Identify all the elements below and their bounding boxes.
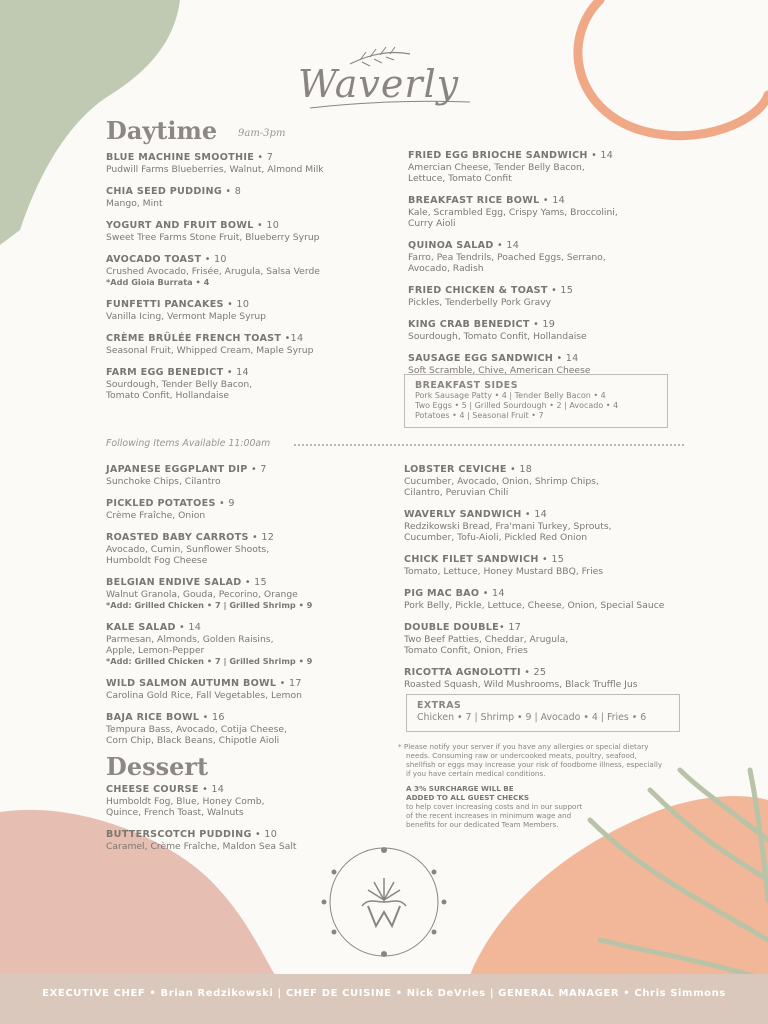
menu-item-description: Pickles, Tenderbelly Pork Gravy [408, 297, 552, 308]
menu-item-description: Parmesan, Almonds, Golden Raisins, [106, 634, 274, 645]
menu-item-description: Caramel, Crème Fraîche, Maldon Sea Salt [106, 841, 297, 852]
menu-item [404, 588, 694, 611]
menu-item-price: • 12 [248, 532, 275, 543]
allergy-note-line: * Please notify your server if you have any allergies or special dietary [398, 742, 649, 751]
menu-item-title: WILD SALMON AUTUMN BOWL [106, 678, 277, 689]
menu-item-price: • 14 [223, 367, 249, 378]
menu-item-description: Sweet Tree Farms Stone Fruit, Blueberry Syrup [106, 232, 320, 243]
menu-item-title: CHIA SEED PUDDING [106, 186, 223, 197]
menu-item-description: Crème Fraîche, Onion [106, 510, 206, 521]
menu-item-title: JAPANESE EGGPLANT DIP [106, 464, 248, 475]
menu-item-price: • 14 [587, 150, 614, 161]
menu-item [404, 554, 694, 577]
menu-item-title: YOGURT AND FRUIT BOWL [106, 220, 254, 231]
menu-item-name [106, 464, 396, 476]
menu-item-description: Cucumber, Tofu-Aioli, Pickled Red Onion [404, 532, 588, 543]
menu-item-description: Pudwill Farms Blueberries, Walnut, Almond Milk [106, 164, 324, 175]
menu-item [404, 464, 694, 498]
breakfast-sides-line: Pork Sausage Patty • 4 | Tender Belly Bacon • 4 [415, 391, 606, 400]
menu-item-description: Sourdough, Tender Belly Bacon, [106, 379, 253, 390]
menu-item-name [404, 509, 694, 521]
menu-item-name [106, 254, 396, 266]
menu-item-name [106, 299, 396, 311]
menu-item [106, 532, 396, 566]
menu-item-title: FUNFETTI PANCAKES [106, 299, 224, 310]
menu-item-name [408, 195, 698, 207]
menu-item-description: Sunchoke Chips, Cilantro [106, 476, 221, 487]
menu-item-description: Redzikowski Bread, Fra'mani Turkey, Sprouts, [404, 521, 612, 532]
menu-item [408, 353, 698, 376]
menu-item-name [106, 784, 396, 796]
menu-item-title: FRIED CHICKEN & TOAST [408, 285, 548, 296]
footer-bar [0, 974, 768, 1024]
menu-item-description: Tomato, Lettuce, Honey Mustard BBQ, Fries [404, 566, 604, 577]
menu-item-name [404, 464, 694, 476]
menu-item-description: Humboldt Fog, Blue, Honey Comb, [106, 796, 265, 807]
menu-item-description: Soft Scramble, Chive, American Cheese [408, 365, 591, 376]
menu-item [106, 577, 396, 611]
menu-item-description: Curry Aioli [408, 218, 456, 229]
menu-item-price: • 10 [251, 829, 278, 840]
menu-item-description: Avocado, Radish [408, 263, 484, 274]
menu-item-name [404, 667, 694, 679]
emblem-icon [312, 842, 456, 962]
menu-item-price: • 14 [521, 509, 548, 520]
breakfast-sides-box [404, 374, 668, 428]
menu-item-price: • 7 [247, 464, 267, 475]
menu-item-name [106, 712, 396, 724]
breakfast-sides-line: Two Eggs • 5 | Grilled Sourdough • 2 | Avocado • 4 [415, 401, 619, 410]
daytime-right-column [408, 150, 698, 387]
menu-item-price: • 15 [547, 285, 574, 296]
menu-item-name [408, 150, 698, 162]
menu-item [106, 299, 396, 322]
daytime-hours: 9am-3pm [238, 128, 286, 139]
menu-item-name [404, 588, 694, 600]
allergy-note [398, 742, 698, 778]
menu-item-addon: *Add Gioia Burrata • 4 [106, 277, 210, 287]
menu-item-title: FRIED EGG BRIOCHE SANDWICH [408, 150, 588, 161]
menu-item-title: BLUE MACHINE SMOOTHIE [106, 152, 255, 163]
menu-item-name [106, 152, 396, 164]
menu-item-title: CHEESE COURSE [106, 784, 199, 795]
menu-item-title: WAVERLY SANDWICH [404, 509, 522, 520]
menu-item-name [408, 240, 698, 252]
menu-item-title: BAJA RICE BOWL [106, 712, 200, 723]
menu-item-name [106, 622, 396, 634]
menu-item [106, 678, 396, 701]
menu-item-description: Roasted Squash, Wild Mushrooms, Black Truffle Jus [404, 679, 638, 690]
lunch-right-column [404, 464, 694, 701]
extras-box [406, 694, 680, 732]
menu-item-name [106, 220, 396, 232]
menu-item-name [106, 367, 396, 379]
surcharge-body-line: to help cover increasing costs and in our support [406, 802, 583, 811]
menu-item-price: • 10 [201, 254, 227, 265]
menu-item-description: Quince, French Toast, Walnuts [106, 807, 244, 818]
menu-item-price: • 14 [539, 195, 566, 206]
menu-item-title: ROASTED BABY CARROTS [106, 532, 249, 543]
menu-item-description: Amercian Cheese, Tender Belly Bacon, [408, 162, 585, 173]
menu-item-title: BUTTERSCOTCH PUDDING [106, 829, 252, 840]
menu-item-description: Crushed Avocado, Frisée, Arugula, Salsa Verde [106, 266, 320, 277]
menu-item-price: • 25 [520, 667, 547, 678]
lunch-left-column [106, 464, 396, 757]
availability-label: Following Items Available 11:00am [106, 438, 271, 449]
menu-item-description: Two Beef Patties, Cheddar, Arugula, [404, 634, 569, 645]
menu-item-title: PICKLED POTATOES [106, 498, 216, 509]
surcharge-heading: A 3% SURCHARGE WILL BE [406, 784, 514, 793]
menu-item-description: Avocado, Cumin, Sunflower Shoots, [106, 544, 270, 555]
surcharge-body-line: benefits for our dedicated Team Members. [406, 820, 559, 829]
menu-item-description: Mango, Mint [106, 198, 163, 209]
allergy-note-line: needs. Consuming raw or undercooked meats, poultry, seafood, [406, 751, 637, 760]
menu-item-title: BREAKFAST RICE BOWL [408, 195, 540, 206]
menu-item [106, 712, 396, 746]
menu-item [408, 240, 698, 274]
menu-item [404, 667, 694, 690]
menu-item-description: Kale, Scrambled Egg, Crispy Yams, Broccolini, [408, 207, 618, 218]
menu-item-price: • 14 [553, 353, 579, 364]
menu-item-title: LOBSTER CEVICHE [404, 464, 507, 475]
menu-item-price: • 10 [223, 299, 250, 310]
menu-item-price: • 14 [479, 588, 505, 599]
menu-item-price: • 9 [215, 498, 235, 509]
menu-item-title: QUINOA SALAD [408, 240, 494, 251]
menu-item-name [106, 577, 396, 589]
menu-item-price: • 14 [493, 240, 520, 251]
menu-item-name [106, 186, 396, 198]
menu-item-description: Vanilla Icing, Vermont Maple Syrup [106, 311, 267, 322]
menu-item-price: • 19 [529, 319, 556, 330]
menu-item-name [106, 829, 396, 841]
daytime-left-column [106, 152, 396, 412]
surcharge-note [406, 784, 666, 829]
extras-line: Chicken • 7 | Shrimp • 9 | Avocado • 4 | Fries • 6 [417, 712, 647, 723]
menu-item-description: Humboldt Fog Cheese [106, 555, 208, 566]
footer-credits: EXECUTIVE CHEF • Brian Redzikowski | CHEF DE CUISINE • Nick DeVries | GENERAL MANAGER • Chris Simmons [42, 988, 726, 999]
menu-item-name [408, 353, 698, 365]
menu-item-description: Corn Chip, Black Beans, Chipotle Aioli [106, 735, 280, 746]
menu-item-price: • 14 [198, 784, 225, 795]
menu-item [106, 784, 396, 818]
extras-title: EXTRAS [417, 700, 462, 711]
breakfast-sides-title: BREAKFAST SIDES [415, 380, 518, 391]
menu-item [408, 195, 698, 229]
menu-item-name [106, 532, 396, 544]
menu-item-title: KING CRAB BENEDICT [408, 319, 530, 330]
menu-item-description: Pork Belly, Pickle, Lettuce, Cheese, Onion, Special Sauce [404, 600, 665, 611]
allergy-note-line: if you have certain medical conditions. [406, 769, 546, 778]
menu-item-description: Walnut Granola, Gouda, Pecorino, Orange [106, 589, 298, 600]
menu-item [404, 622, 694, 656]
menu-item-description: Cilantro, Peruvian Chili [404, 487, 509, 498]
breakfast-sides-line: Potatoes • 4 | Seasonal Fruit • 7 [415, 411, 544, 420]
menu-item [106, 498, 396, 521]
menu-item [408, 285, 698, 308]
menu-item-name [408, 285, 698, 297]
menu-item [408, 319, 698, 342]
menu-item-price: • 14 [175, 622, 202, 633]
menu-item-price: • 16 [199, 712, 225, 723]
menu-item [106, 186, 396, 209]
menu-item-price: • 17 [276, 678, 302, 689]
menu-item-name [404, 622, 694, 634]
menu-item-price: • 15 [241, 577, 267, 588]
menu-item-title: CRÈME BRÛLÉE FRENCH TOAST [106, 333, 282, 344]
menu-item-title: KALE SALAD [106, 622, 176, 633]
menu-item-title: RICOTTA AGNOLOTTI [404, 667, 521, 678]
logo-text: Waverly [298, 62, 460, 106]
menu-item-name [408, 319, 698, 331]
menu-item [106, 367, 396, 401]
menu-item-name [106, 333, 396, 345]
menu-item-title: PIG MAC BAO [404, 588, 480, 599]
menu-item-title: FARM EGG BENEDICT [106, 367, 224, 378]
menu-item-description: Tomato Confit, Hollandaise [106, 390, 230, 401]
menu-item-description: Carolina Gold Rice, Fall Vegetables, Lemon [106, 690, 302, 701]
menu-item-title: AVOCADO TOAST [106, 254, 202, 265]
dotted-divider [294, 444, 684, 446]
surcharge-heading: ADDED TO ALL GUEST CHECKS [406, 793, 530, 802]
menu-item [408, 150, 698, 184]
menu-item [106, 333, 396, 356]
menu-item-description: Lettuce, Tomato Confit [408, 173, 512, 184]
menu-item-description: Cucumber, Avocado, Onion, Shrimp Chips, [404, 476, 599, 487]
dessert-title: Dessert [106, 752, 209, 781]
menu-item-name [404, 554, 694, 566]
surcharge-body-line: of the recent increases in minimum wage and [406, 811, 572, 820]
menu-item-description: Tempura Bass, Avocado, Cotija Cheese, [106, 724, 287, 735]
menu-item [106, 220, 396, 243]
menu-item [404, 509, 694, 543]
menu-item-price: • 8 [222, 186, 242, 197]
menu-item-title: BELGIAN ENDIVE SALAD [106, 577, 242, 588]
menu-item-title: DOUBLE DOUBLE [404, 622, 500, 633]
menu-item-name [106, 678, 396, 690]
allergy-note-line: shellfish or eggs may increase your risk of foodborne illness, especially [406, 760, 663, 769]
menu-item-description: Apple, Lemon-Pepper [106, 645, 205, 656]
menu-item [106, 254, 396, 288]
menu-item-description: Seasonal Fruit, Whipped Cream, Maple Syrup [106, 345, 314, 356]
menu-item-description: Farro, Pea Tendrils, Poached Eggs, Serrano, [408, 252, 606, 263]
menu-item-addon: *Add: Grilled Chicken • 7 | Grilled Shrimp • 9 [106, 656, 313, 666]
menu-item-title: CHICK FILET SANDWICH [404, 554, 539, 565]
menu-item-price: • 10 [253, 220, 280, 231]
menu-item-addon: *Add: Grilled Chicken • 7 | Grilled Shrimp • 9 [106, 600, 313, 610]
menu-item [106, 464, 396, 487]
menu-item-title: SAUSAGE EGG SANDWICH [408, 353, 554, 364]
menu-item-price: • 15 [538, 554, 565, 565]
menu-item-price: • 7 [254, 152, 274, 163]
menu-item [106, 152, 396, 175]
daytime-title: Daytime [106, 116, 218, 145]
menu-item-description: Tomato Confit, Onion, Fries [404, 645, 528, 656]
menu-item-description: Sourdough, Tomato Confit, Hollandaise [408, 331, 587, 342]
menu-item [106, 622, 396, 667]
menu-item-price: • 17 [499, 622, 522, 633]
menu-item-name [106, 498, 396, 510]
menu-item-price: •14 [281, 333, 304, 344]
menu-item-price: • 18 [506, 464, 533, 475]
